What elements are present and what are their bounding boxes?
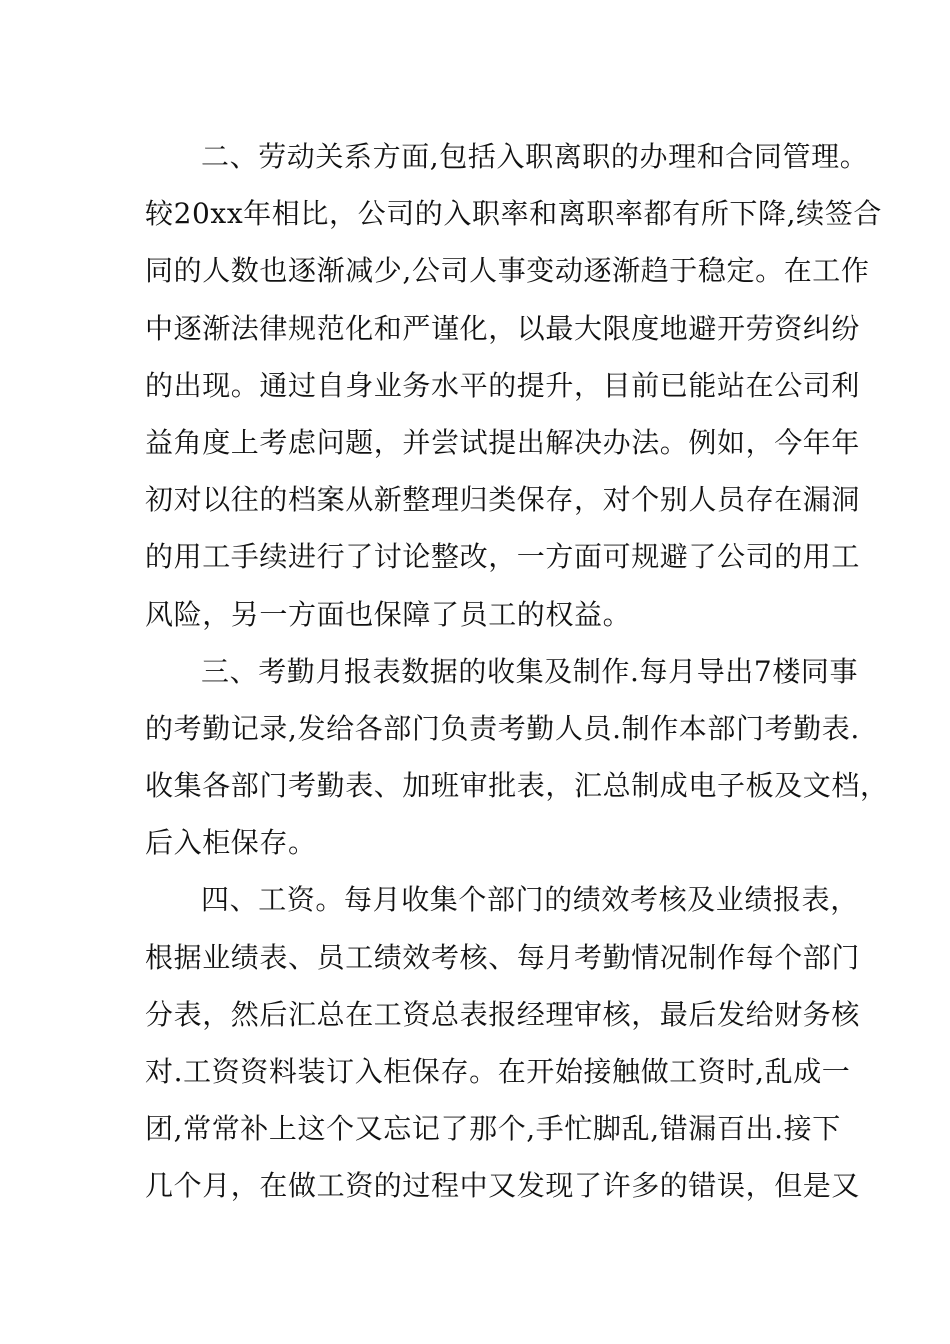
paragraph-line: 同的人数也逐渐减少,公司人事变动逐渐趋于稳定。在工作 xyxy=(145,254,870,288)
paragraph-line: 团,常常补上这个又忘记了那个,手忙脚乱,错漏百出.接下 xyxy=(145,1112,841,1146)
paragraph-line: 中逐渐法律规范化和严谨化，以最大限度地避开劳资纠纷 xyxy=(145,311,861,345)
paragraph-line: 的考勤记录,发给各部门负责考勤人员.制作本部门考勤表. xyxy=(145,711,860,745)
paragraph-line: 初对以往的档案从新整理归类保存，对个别人员存在漏洞 xyxy=(145,483,861,517)
paragraph-line: 几个月，在做工资的过程中又发现了许多的错误，但是又 xyxy=(145,1169,861,1203)
paragraph-line: 四、工资。每月收集个部门的绩效考核及业绩报表， xyxy=(201,883,859,917)
paragraph-attendance xyxy=(145,643,889,872)
paragraph-line: 风险，另一方面也保障了员工的权益。 xyxy=(145,597,632,631)
paragraph-line: 二、劳动关系方面,包括入职离职的办理和合同管理。 xyxy=(201,140,869,173)
paragraph-line: 的出现。通过自身业务水平的提升，目前已能站在公司利 xyxy=(145,368,861,402)
paragraph-line: 的用工手续进行了讨论整改，一方面可规避了公司的用工 xyxy=(145,540,861,574)
paragraph-line: 后入柜保存。 xyxy=(145,826,317,860)
paragraph-line: 较20xx年相比，公司的入职率和离职率都有所下降,续签合 xyxy=(145,197,882,231)
paragraph-line: 收集各部门考勤表、加班审批表，汇总制成电子板及文档， xyxy=(145,769,889,803)
paragraph-line: 分表，然后汇总在工资总表报经理审核，最后发给财务核 xyxy=(145,997,861,1031)
paragraph-line: 三、考勤月报表数据的收集及制作.每月导出7楼同事 xyxy=(201,654,859,688)
paragraph-line: 根据业绩表、员工绩效考核、每月考勤情况制作每个部门 xyxy=(145,940,861,974)
paragraph-line: 对.工资资料装订入柜保存。在开始接触做工资时,乱成一 xyxy=(145,1055,851,1088)
paragraph-labor-relations xyxy=(145,128,882,643)
paragraph-line: 益角度上考虑问题，并尝试提出解决办法。例如，今年年 xyxy=(145,425,861,459)
document-body xyxy=(145,128,889,1215)
paragraph-salary xyxy=(145,871,861,1214)
